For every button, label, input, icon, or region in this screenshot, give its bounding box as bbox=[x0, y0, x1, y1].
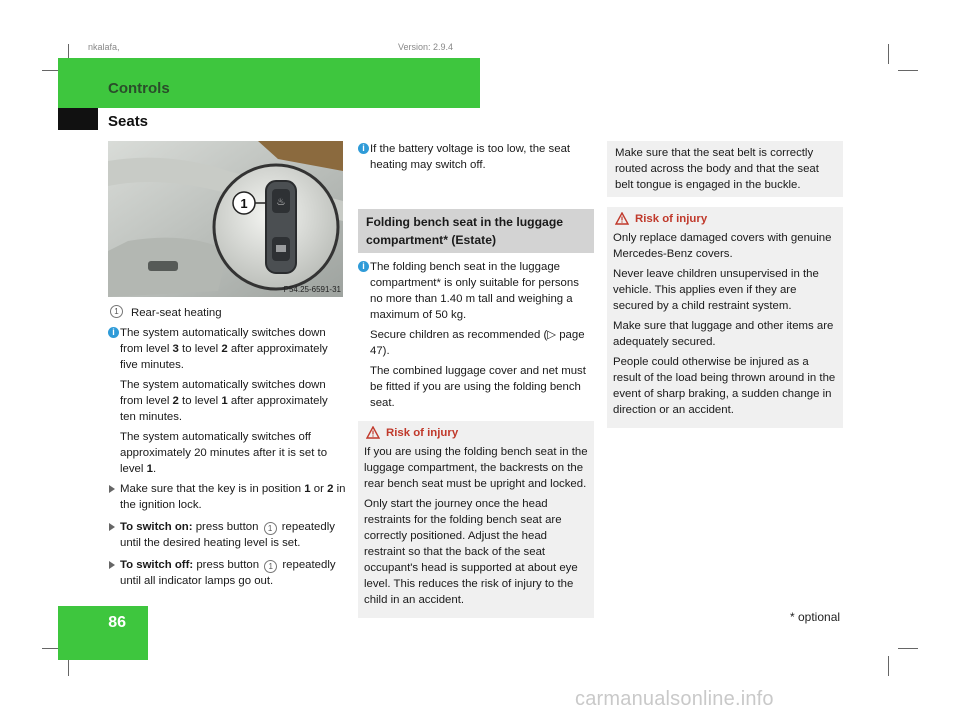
text-run: to level bbox=[178, 343, 222, 355]
emphasis: 2 bbox=[327, 483, 334, 495]
warning-title-text: Risk of injury bbox=[635, 213, 708, 225]
warning-text: If you are using the folding bench seat in the luggage compartment, the backrests on the rear bench seat must be upright and locked. bbox=[364, 446, 588, 490]
info-secure-children: Secure children as recommended (▷ page 47). bbox=[370, 329, 585, 357]
info-battery bbox=[358, 141, 594, 173]
figure-callout: 1 bbox=[240, 196, 248, 211]
warning-title bbox=[364, 425, 588, 441]
text-run: after approximately five minutes. bbox=[120, 343, 328, 371]
rear-seat-heating-figure bbox=[108, 141, 343, 297]
info-icon: i bbox=[358, 143, 369, 154]
warning-title-text: Risk of injury bbox=[386, 427, 459, 439]
warning-triangle-icon bbox=[615, 212, 629, 225]
text-run: The system automatically switches off approximately 20 minutes after it is set to level bbox=[120, 431, 328, 475]
text-run: to level bbox=[178, 395, 222, 407]
seatbelt-note: Make sure that the seat belt is correctly routed across the body and that the seat belt tongue is engaged in the buckle. bbox=[607, 141, 843, 197]
section-title: Controls bbox=[108, 80, 170, 97]
text-run: or bbox=[310, 483, 328, 495]
text-run: The system automatically switches down from level bbox=[120, 379, 326, 407]
text-run: in the ignition lock. bbox=[120, 483, 346, 511]
text-run: after approximately ten minutes. bbox=[120, 395, 328, 423]
crop-mark bbox=[888, 656, 889, 676]
warning-text: Make sure that luggage and other items are adequately secured. bbox=[613, 320, 834, 348]
info-auto-switch-2-1 bbox=[108, 377, 346, 425]
info-battery-text: If the battery voltage is too low, the seat heating may switch off. bbox=[370, 143, 571, 171]
header-meta-left: nkalafa, bbox=[88, 42, 120, 52]
text-run: Make sure that the key is in position bbox=[120, 483, 305, 495]
text-run: The system automatically switches down from level bbox=[120, 327, 326, 355]
page-number: 86 bbox=[108, 614, 126, 631]
emphasis: 2 bbox=[221, 343, 228, 355]
figure-caption bbox=[108, 305, 346, 321]
step-arrow-icon bbox=[109, 485, 115, 493]
info-icon: i bbox=[358, 261, 369, 272]
folding-bench-heading: Folding bench seat in the luggage compartment* (Estate) bbox=[358, 209, 594, 253]
emphasis: To switch off: bbox=[120, 559, 194, 571]
footnote-optional: * optional bbox=[790, 610, 841, 624]
emphasis: 2 bbox=[172, 395, 179, 407]
emphasis: 1 bbox=[146, 463, 153, 475]
emphasis: 3 bbox=[172, 343, 179, 355]
info-folding-bench bbox=[358, 259, 594, 323]
button-ref-number: 1 bbox=[264, 560, 277, 573]
info-auto-switch-off bbox=[108, 429, 346, 477]
warning-box-covers bbox=[607, 207, 843, 428]
warning-title bbox=[613, 211, 837, 227]
caption-text: Rear-seat heating bbox=[131, 307, 222, 319]
warning-triangle-icon bbox=[366, 426, 380, 439]
door-panel-illustration bbox=[108, 141, 343, 297]
text-run: . bbox=[152, 463, 157, 475]
page-number-box bbox=[58, 606, 148, 660]
subsection-title: Seats bbox=[108, 113, 149, 130]
warning-text: Only start the journey once the head restraints for the folding bench seat are correctly positioned. Adjust the head restraint so that the back of the seat occupant's head is supported at about eye level. This reduces the risk of injury to the child in an accident. bbox=[364, 498, 578, 606]
warning-text: People could otherwise be injured as a result of the load being thrown around in the event of sharp braking, a sudden change in direction or an accident. bbox=[613, 356, 836, 416]
column-3 bbox=[607, 141, 843, 428]
emphasis: To switch on: bbox=[120, 521, 193, 533]
warning-text: Only replace damaged covers with genuine Mercedes-Benz covers. bbox=[613, 232, 832, 260]
section-tab bbox=[58, 108, 98, 130]
step-arrow-icon bbox=[109, 561, 115, 569]
header-meta-right: Version: 2.9.4 bbox=[398, 42, 454, 52]
emphasis: 1 bbox=[304, 483, 311, 495]
info-icon: i bbox=[108, 327, 119, 338]
svg-text:♨: ♨ bbox=[276, 197, 286, 208]
step-switch-on bbox=[108, 519, 346, 551]
step-switch-off bbox=[108, 557, 346, 589]
crop-mark bbox=[888, 44, 889, 64]
watermark: carmanualsonline.info bbox=[575, 688, 774, 710]
step-arrow-icon bbox=[109, 523, 115, 531]
warning-box-bench bbox=[358, 421, 594, 618]
figure-code: P54.25-6591-31 bbox=[283, 285, 341, 294]
crop-mark bbox=[898, 70, 918, 71]
step-key-position bbox=[108, 481, 346, 513]
text-run: repeatedly until all indicator lamps go out. bbox=[120, 559, 336, 587]
text-run: repeatedly until the desired heating level is set. bbox=[120, 521, 335, 549]
column-2 bbox=[358, 141, 594, 618]
info-bench-text: The folding bench seat in the luggage compartment* is only suitable for persons no more than 1.40 m tall and weighing a maximum of 50 kg. bbox=[370, 261, 579, 321]
column-1 bbox=[108, 305, 346, 595]
emphasis: 1 bbox=[221, 395, 228, 407]
caption-number: 1 bbox=[110, 305, 123, 318]
button-ref-number: 1 bbox=[264, 522, 277, 535]
text-run: press button bbox=[192, 521, 262, 533]
crop-mark bbox=[898, 648, 918, 649]
warning-text: Never leave children unsupervised in the vehicle. This applies even if they are secured by a child restraint system. bbox=[613, 268, 819, 312]
text-run: press button bbox=[193, 559, 263, 571]
info-luggage-cover: The combined luggage cover and net must be fitted if you are using the folding bench seat. bbox=[370, 365, 586, 409]
info-auto-switch-3-2 bbox=[108, 325, 346, 373]
